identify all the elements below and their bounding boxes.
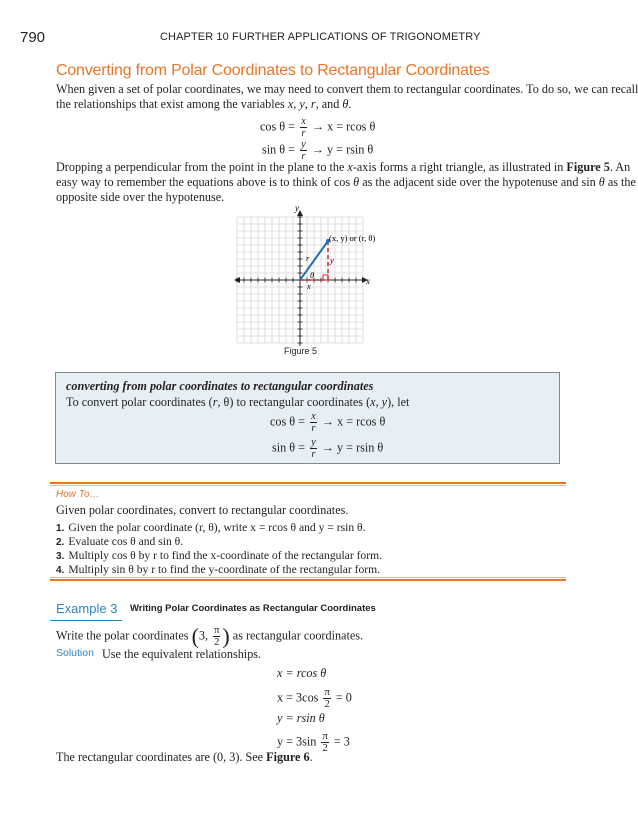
definition-title: converting from polar coordinates to rectangular coordinates bbox=[66, 379, 374, 393]
example-underline bbox=[50, 620, 122, 621]
example-title: Writing Polar Coordinates as Rectangular Coordinates bbox=[130, 603, 376, 614]
chapter-header bbox=[160, 31, 481, 43]
definition-equation-cos: cos θ = $\frac{x}{r}$ → x = rcos θ bbox=[270, 411, 386, 434]
equation-sin-top: sin θ = $\frac{y}{r}$ → y = rsin θ bbox=[262, 139, 374, 162]
point-label: (x, y) or (r, θ) bbox=[329, 233, 376, 243]
paragraph2-line-1: Dropping a perpendicular from the point in the plane to the x-axis forms a right triangle, as illustrated in Figure 5. An bbox=[56, 160, 631, 174]
solution-eq-2: x = 3cos $\frac{\pi}{2}$ = 0 bbox=[277, 687, 352, 710]
howto-bottom-rule-thin bbox=[50, 577, 566, 578]
label-r: r bbox=[306, 253, 310, 263]
section-title: Converting from Polar Coordinates to Rectangular Coordinates bbox=[56, 62, 490, 79]
label-y: y bbox=[330, 255, 334, 265]
solution-text: Use the equivalent relationships. bbox=[102, 647, 262, 661]
solution-eq-1: x = rcos θ bbox=[277, 666, 327, 680]
howto-bottom-rule bbox=[50, 579, 566, 581]
definition-equation-sin: sin θ = $\frac{y}{r}$ → y = rsin θ bbox=[272, 437, 384, 460]
equation-cos-top: cos θ = $\frac{x}{r}$ → x = rcos θ bbox=[260, 116, 376, 139]
solution-label: Solution bbox=[56, 647, 94, 659]
label-theta: θ bbox=[310, 270, 315, 280]
solution-eq-3: y = rsin θ bbox=[277, 711, 325, 725]
example-label: Example 3 bbox=[56, 601, 118, 616]
paragraph2-line-3: opposite side over the hypotenuse. bbox=[56, 190, 225, 204]
intro-line-1: When given a set of polar coordinates, we may need to convert them to rectangular coordinates. To do so, we can recall bbox=[56, 82, 638, 96]
example-task: Write the polar coordinates (3, $\frac{\pi}{2}$ ) as rectangular coordinates. bbox=[56, 623, 364, 649]
howto-step: 3. Multiply cos θ by r to find the x-coordinate of the rectangular form. bbox=[56, 549, 383, 562]
howto-top-rule bbox=[50, 482, 566, 484]
chapter-label: CHAPTER 10 bbox=[160, 31, 229, 43]
example-conclusion: The rectangular coordinates are (0, 3). See Figure 6. bbox=[56, 750, 313, 764]
x-axis-label: x bbox=[366, 276, 370, 286]
paragraph2-line-2: easy way to remember the equations above is to think of cos θ as the adjacent side over the hypotenuse and sin θ as the bbox=[56, 175, 636, 189]
howto-step: 2. Evaluate cos θ and sin θ. bbox=[56, 535, 184, 548]
howto-label: How To… bbox=[56, 489, 100, 500]
solution-eq-4: y = 3sin $\frac{\pi}{2}$ = 3 bbox=[277, 731, 350, 754]
howto-step: 1. Given the polar coordinate (r, θ), write x = rcos θ and y = rsin θ. bbox=[56, 521, 366, 534]
label-x: x bbox=[307, 281, 311, 291]
y-axis-label: y bbox=[295, 203, 299, 213]
figure-5-caption: Figure 5 bbox=[284, 346, 318, 356]
howto-top-rule-thin bbox=[50, 485, 566, 486]
chapter-title: FURTHER APPLICATIONS OF TRIGONOMETRY bbox=[232, 31, 481, 43]
howto-step: 4. Multiply sin θ by r to find the y-coordinate of the rectangular form. bbox=[56, 563, 381, 576]
intro-line-2: the relationships that exist among the variables x, y, r, and θ. bbox=[56, 97, 352, 111]
definition-intro: To convert polar coordinates (r, θ) to rectangular coordinates (x, y), let bbox=[66, 395, 410, 409]
howto-intro: Given polar coordinates, convert to rectangular coordinates. bbox=[56, 503, 349, 517]
figure-5-graph bbox=[230, 200, 390, 345]
page-number: 790 bbox=[20, 29, 46, 46]
